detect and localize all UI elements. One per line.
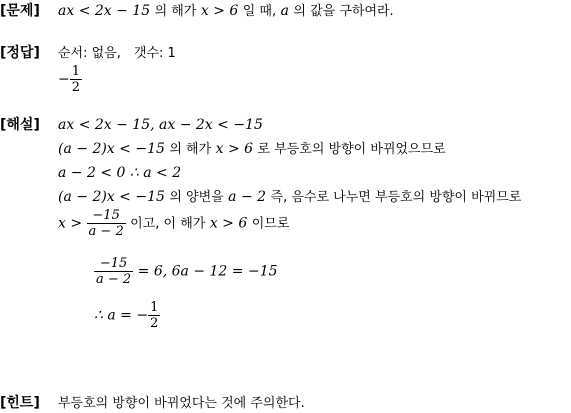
solution-line-7	[94, 300, 160, 331]
answer-order-text: 순서: 없음, 갯수: 1	[58, 46, 176, 61]
solution-line-6	[94, 256, 278, 287]
solution-line-1-expr: ax < 2x − 15, ax − 2x < −15	[58, 117, 263, 133]
answer-order-count	[58, 44, 176, 63]
problem-text-1: 의 해가	[154, 4, 197, 19]
solution-label: [해설]	[0, 117, 40, 133]
solution-line-7-denominator: 2	[150, 316, 159, 331]
solution-line-2-expr: (a − 2)x < −15	[58, 141, 165, 157]
solution-line-5-numerator: −15	[87, 208, 126, 224]
solution-line-6-denominator: a − 2	[96, 272, 132, 287]
answer-value	[58, 64, 82, 95]
answer-fraction-denominator: 2	[71, 80, 81, 95]
solution-line-7-numerator: 1	[150, 300, 159, 315]
answer-fraction-numerator: 1	[71, 64, 81, 79]
solution-line-4-expr-2: a − 2	[228, 189, 267, 205]
answer-label: [정답]	[0, 45, 40, 61]
solution-line-4-text-1: 의 양변을	[169, 190, 224, 205]
problem-statement	[58, 2, 394, 21]
solution-line-2	[58, 140, 446, 159]
solution-line-5-text-2: 이므로	[251, 216, 290, 232]
solution-line-2-cond: x > 6	[215, 141, 254, 157]
solution-line-6-rest: = 6, 6a − 12 = −15	[137, 263, 278, 280]
solution-line-2-text-2: 로 부등호의 방향이 바뀌었으므로	[257, 142, 446, 157]
solution-line-5	[58, 208, 289, 239]
solution-line-6-numerator: −15	[94, 256, 133, 272]
solution-line-3	[58, 164, 181, 182]
problem-label: [문제]	[0, 3, 40, 19]
solution-line-2-text-1: 의 해가	[169, 142, 212, 157]
solution-line-7-prefix: ∴ a = −	[94, 307, 149, 324]
solution-line-5-x: x >	[58, 215, 83, 232]
problem-variable-a: a	[280, 3, 289, 19]
solution-line-6-fraction	[94, 256, 133, 287]
answer-fraction	[70, 64, 82, 95]
solution-line-5-text-1: 이고, 이 해가	[130, 216, 206, 232]
solution-line-5-fraction	[87, 208, 126, 239]
hint-text-line	[58, 394, 305, 413]
answer-neg-sign: −	[58, 71, 70, 88]
solution-line-4	[58, 188, 521, 207]
solution-line-4-expr: (a − 2)x < −15	[58, 189, 165, 205]
problem-text-2: 일 때,	[242, 4, 277, 19]
solution-line-5-denominator: a − 2	[88, 224, 124, 239]
solution-line-4-text-2: 즉, 음수로 나누면 부등호의 방향이 바뀌므로	[270, 190, 522, 205]
solution-line-1	[58, 116, 263, 134]
hint-text: 부등호의 방향이 바뀌었다는 것에 주의한다.	[58, 396, 305, 411]
problem-condition: x > 6	[200, 3, 239, 19]
solution-line-3-expr: a − 2 < 0 ∴ a < 2	[58, 165, 182, 181]
problem-inequality: ax < 2x − 15	[58, 3, 151, 19]
solution-line-5-cond: x > 6	[209, 215, 248, 232]
hint-label: [힌트]	[0, 395, 40, 411]
solution-line-7-fraction	[148, 300, 160, 331]
problem-text-3: 의 값을 구하여라.	[293, 4, 394, 19]
